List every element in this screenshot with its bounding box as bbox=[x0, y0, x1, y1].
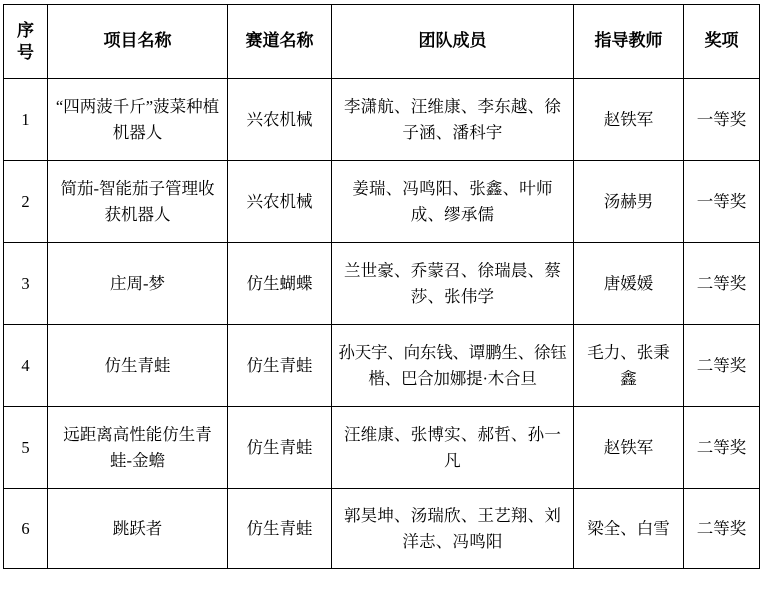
table-header bbox=[4, 5, 760, 79]
column-header-project-name: 项目名称 bbox=[48, 5, 228, 79]
column-header-award: 奖项 bbox=[684, 5, 760, 79]
cell-team-members: 兰世豪、乔蒙召、徐瑞晨、蔡莎、张伟学 bbox=[332, 243, 574, 325]
table-row bbox=[4, 243, 760, 325]
cell-award: 一等奖 bbox=[684, 79, 760, 161]
cell-track-name: 仿生青蛙 bbox=[228, 489, 332, 569]
cell-team-members: 姜瑞、冯鸣阳、张鑫、叶师成、缪承儒 bbox=[332, 161, 574, 243]
cell-index: 2 bbox=[4, 161, 48, 243]
table-row bbox=[4, 489, 760, 569]
cell-index: 3 bbox=[4, 243, 48, 325]
table-row bbox=[4, 325, 760, 407]
table-row bbox=[4, 407, 760, 489]
cell-track-name: 兴农机械 bbox=[228, 79, 332, 161]
cell-project-name: 跳跃者 bbox=[48, 489, 228, 569]
cell-team-members: 汪维康、张博实、郝哲、孙一凡 bbox=[332, 407, 574, 489]
cell-award: 二等奖 bbox=[684, 243, 760, 325]
cell-advisor: 汤赫男 bbox=[574, 161, 684, 243]
column-header-track-name: 赛道名称 bbox=[228, 5, 332, 79]
cell-project-name: 仿生青蛙 bbox=[48, 325, 228, 407]
cell-project-name: “四两菠千斤”菠菜种植机器人 bbox=[48, 79, 228, 161]
cell-advisor: 梁全、白雪 bbox=[574, 489, 684, 569]
cell-project-name: 简茄-智能茄子管理收获机器人 bbox=[48, 161, 228, 243]
cell-award: 二等奖 bbox=[684, 489, 760, 569]
cell-team-members: 李潇航、汪维康、李东越、徐子涵、潘科宇 bbox=[332, 79, 574, 161]
table-row bbox=[4, 161, 760, 243]
table-header-row bbox=[4, 5, 760, 79]
cell-index: 6 bbox=[4, 489, 48, 569]
cell-project-name: 庄周-梦 bbox=[48, 243, 228, 325]
cell-index: 5 bbox=[4, 407, 48, 489]
cell-index: 1 bbox=[4, 79, 48, 161]
cell-advisor: 唐媛媛 bbox=[574, 243, 684, 325]
table-body bbox=[4, 79, 760, 569]
cell-track-name: 仿生蝴蝶 bbox=[228, 243, 332, 325]
cell-award: 二等奖 bbox=[684, 407, 760, 489]
award-results-table bbox=[3, 4, 760, 569]
column-header-index bbox=[4, 5, 48, 79]
cell-track-name: 仿生青蛙 bbox=[228, 325, 332, 407]
column-header-advisor: 指导教师 bbox=[574, 5, 684, 79]
cell-award: 二等奖 bbox=[684, 325, 760, 407]
cell-award: 一等奖 bbox=[684, 161, 760, 243]
table-row bbox=[4, 79, 760, 161]
column-header-team-members: 团队成员 bbox=[332, 5, 574, 79]
cell-track-name: 仿生青蛙 bbox=[228, 407, 332, 489]
cell-project-name: 远距离高性能仿生青蛙-金蟾 bbox=[48, 407, 228, 489]
column-header-index-line2: 号 bbox=[17, 42, 34, 62]
column-header-index-line1: 序 bbox=[17, 21, 34, 41]
cell-advisor: 毛力、张秉鑫 bbox=[574, 325, 684, 407]
document-page bbox=[0, 4, 762, 592]
cell-advisor: 赵铁军 bbox=[574, 79, 684, 161]
cell-track-name: 兴农机械 bbox=[228, 161, 332, 243]
cell-advisor: 赵铁军 bbox=[574, 407, 684, 489]
cell-team-members: 孙天宇、向东钱、谭鹏生、徐钰楷、巴合加娜提·木合旦 bbox=[332, 325, 574, 407]
cell-team-members: 郭昊坤、汤瑞欣、王艺翔、刘洋志、冯鸣阳 bbox=[332, 489, 574, 569]
cell-index: 4 bbox=[4, 325, 48, 407]
